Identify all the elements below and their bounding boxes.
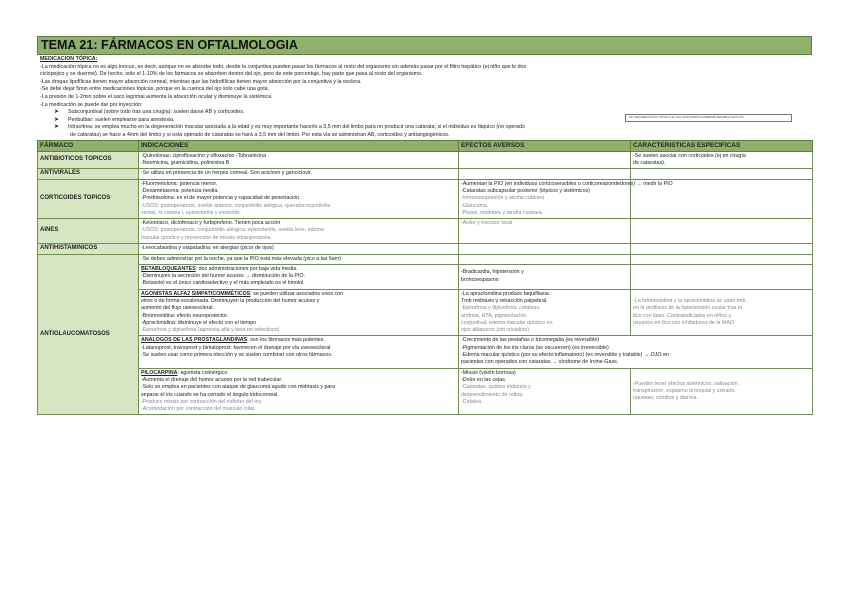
cell-line: de cataratas). <box>633 159 666 166</box>
arrow-bullet-icon: ➤ <box>54 116 60 123</box>
drug-name-cell: ANTIHISTAMINICOS <box>38 244 139 255</box>
indications-cell <box>139 289 459 336</box>
arrow-bullet-icon: ➤ <box>54 109 60 116</box>
cell-line: -Levocabastina y olapatadina: en alergias (picor de ojos) <box>141 245 274 251</box>
table-row <box>38 151 813 169</box>
cell-line: macular quístico y prevención de miosis intraoperatoria. <box>141 234 273 241</box>
table-row <box>38 289 813 336</box>
intro-line: -Las drogas lipofílicas tienen mayor absorción corneal, mientras que las hidrofílicas tienen mayor absorción por la conjuntiva y la esclera. <box>40 78 362 85</box>
note-box: NO USES MEDICACIÓN TÓPICA SI EL OJO NO ES PARTICULARMENTE SENSIBLE A ESTA VÍA <box>625 114 792 122</box>
cell-line: PILOCARPINA: agonista colinérgico. <box>141 369 229 376</box>
drug-name-cell: ANTIGLAUCOMATOSOS <box>38 254 139 415</box>
cell-line: AGONISTAS ALFA2 SIMPATICOMIMÉTICOS: se pueden utilizar asociados unos con <box>141 290 344 297</box>
intro-bullet-continued: de cataratas) se hace a 4mm del limbo y si está operado de cataratas se hará a 3,5 mm del limbo. Por esta vía se administran AB, corticoides y antiangiogénicos. <box>70 131 450 138</box>
cell-line: -Disminuyen la secreción del humor acuoso → disminución de la PIO. <box>141 273 305 280</box>
adverse-effects-cell <box>459 368 631 415</box>
adverse-effects-cell <box>459 179 673 218</box>
adverse-effects-cell <box>459 289 631 336</box>
cell-line: ANALOGOS DE LAS PROSTAGLANDINAS: son los fármacos más potentes. <box>141 337 325 344</box>
specific-features-cell <box>631 244 813 255</box>
indications-cell <box>139 336 459 368</box>
drug-name-cell: ANTIBIOTICOS TOPICOS <box>38 151 139 169</box>
cell-line: ttco con láser. Contraindicados en niños y <box>633 312 732 319</box>
cell-line: -Se suelen usar como primera elección y se suelen combinar con otros fármacos. <box>141 352 333 359</box>
intro-bullet <box>40 124 812 132</box>
bullet-text: Intravítrea: se emplea mucho en la degeneración macular asociada a la edad y es muy importante hacerlo a 3,5 mm del limbo para no producir una catarata; si el individuo es fáquico (no operado <box>68 124 525 131</box>
cell-line: Tmb midriasis y retracción palpebral. <box>461 297 548 304</box>
table-row <box>38 336 813 368</box>
cell-line: -Produce miosis por contracción del esfínter del iris. <box>141 398 263 405</box>
specific-features-cell <box>631 289 813 336</box>
cell-line: en la profilaxis de la hipertensión ocular tras el <box>633 305 742 312</box>
cell-line: otros o de forma escalonada. Disminuyen la producción del humor acuoso y <box>141 297 320 304</box>
cell-line: -Cataratas, quistes iridianos y <box>461 384 531 391</box>
document-page <box>37 36 812 415</box>
cell-line: -USOS: postoperatorio, uveitis anterior, conjuntivitis alérgica, queratoconjuntivitis <box>141 202 331 209</box>
cell-line: transpiración, espasmo bronquial y urinario, <box>633 387 736 394</box>
table-row <box>38 169 813 180</box>
table-row <box>38 368 813 415</box>
arrow-bullet-icon: ➤ <box>54 124 60 131</box>
cell-line: -Cataratas subcapsular posterior (tópicos y sistémicos) <box>461 187 590 194</box>
cell-line: broncoespasmo <box>461 276 499 283</box>
intro-line: -La medicación tópica no es algo inocuo, es decir, aunque no se absorbe todo, desde la conjuntiva pueden pasar los fármacos al resto del organismo sin además pasar por el filtro hepático (ej niño que le dos <box>40 63 527 70</box>
cell-line: -Ketorolaco, diclofenaco y furbiprofeno. Tienen poca acción <box>141 220 281 227</box>
cell-line: ojos afáquicos (sin cristalino) <box>461 327 530 334</box>
drug-table <box>37 140 813 416</box>
cell-line: -La briomonidina y la apraclonidina se usan tmb <box>633 297 746 304</box>
cell-line: usuarios en ttco con inhibidores de la MAO. <box>633 319 736 326</box>
drug-name-cell: CORTICOIDES TOPICOS <box>38 179 139 218</box>
cell-line: vernal, tx cornea l, epiescleritis y escleritis. <box>141 209 242 216</box>
cell-line: arritmia, HTA, pigmentación <box>461 312 527 319</box>
page-title: TEMA 21: FÁRMACOS EN OFTALMOLOGIA <box>41 38 298 52</box>
indications-cell <box>139 179 459 218</box>
cell-line: -Edema macular quístico (por su efecto inflamatorio) (es reversible y tratable) → OJO en <box>461 352 669 359</box>
cell-line: BETABLOQUEANTES: dos administraciones por baja vida media. <box>141 265 298 272</box>
intro-line: -La medicación se puede dar por inyección: <box>40 101 143 108</box>
table-body <box>38 151 813 415</box>
cell-line: -Dolor en las cejas. <box>461 376 507 383</box>
cell-line: -Neomicina, gramicidina, polimixina B <box>141 159 230 166</box>
cell-line: -USOS: postoperatorio, conjuntivitis alérgica, epiescleritis, uveitis leve, edema <box>141 227 324 234</box>
specific-features-cell <box>631 219 813 244</box>
cell-line: -Solo se emplea en pacientes con ataque de glaucoma agudo con midriasis y para <box>141 384 336 391</box>
adverse-effects-cell <box>459 336 813 368</box>
specific-features-cell <box>631 169 813 180</box>
column-header: CARACTERISTICAS ESPECIFICAS <box>631 140 813 151</box>
adverse-effects-cell <box>459 169 631 180</box>
cell-line: desprendimiento de retina. <box>461 391 524 398</box>
cell-line: -Bradicardia, hipotensión y <box>461 269 524 276</box>
intro-heading: MEDICACION TÓPICA: <box>40 56 98 62</box>
specific-features-cell <box>631 264 813 289</box>
intro-section <box>37 56 812 140</box>
bullet-text: Subconjuntival (sobre todo tras una cirugía): suelen darse AB y corticoides. <box>68 109 245 116</box>
drug-name-cell: AINES <box>38 219 139 244</box>
cell-line: -Aumentan la PIO (en individuos corticosensibles o corticorespondedores) → medir la PIO <box>461 180 673 187</box>
column-header: FÁRMACO <box>38 140 139 151</box>
table-row <box>38 244 813 255</box>
column-header: INDICACIONES <box>139 140 459 151</box>
intro-line: -La presión de 1-2min sobre el saco lagrimal aumenta la absorción ocular y disminuye la sistémica. <box>40 93 273 100</box>
indications-cell <box>139 254 459 264</box>
indications-cell <box>139 219 459 244</box>
indications-cell <box>139 368 459 415</box>
adverse-effects-cell <box>459 244 631 255</box>
table-row <box>38 179 813 218</box>
cell-line: -Se suelen asociar con corticoides (ej en cirugía <box>633 152 746 159</box>
cell-line: -Betaxolol es el único cardioselectivo y el más empleado es el timolol. <box>141 280 305 287</box>
specific-features-cell <box>631 151 813 169</box>
bullet-text: Peribulbar: suelen emplearse para anestesia. <box>68 116 175 123</box>
cell-line: -Inmunosupresión y atrofia cutánea <box>461 195 545 202</box>
adverse-effects-cell <box>459 254 631 264</box>
cell-line: -Acomodación por contracción del musculo ciliar. <box>141 406 256 413</box>
specific-features-cell <box>631 254 813 264</box>
cell-line: -Pueden tener efectos sistémicos: salivación, <box>633 380 739 387</box>
cell-line: pacientes con operados con cataratas → síndrome de Irvine-Gass. <box>461 359 619 366</box>
adverse-effects-cell <box>459 264 631 289</box>
specific-features-cell <box>631 368 813 415</box>
drug-name-cell: ANTIVIRALES <box>38 169 139 180</box>
indications-cell <box>139 169 459 180</box>
cell-line: -Se deben administrar por la noche, ya que la PIO está más elevada (pico a las 6am) <box>141 255 341 262</box>
cell-line: -Ardor y escozor local <box>461 220 513 227</box>
cell-line: -Latanoprost, travoprost y bimatoprost: favorecen el drenaje por vía uveoescleral <box>141 344 331 351</box>
cell-line: -Ptosis, midriasis y atrofia cutánea. <box>461 209 544 216</box>
cell-line: -Glaucoma <box>461 202 487 209</box>
indications-cell <box>139 244 459 255</box>
cell-line: -Pigmentación de los iris claros (se oscurecen) (es irreversible) <box>461 344 609 351</box>
cell-line: -Miosis (visión borrosa) <box>461 369 516 376</box>
cell-line: aumento del flujo uveoescleral. <box>141 305 215 312</box>
intro-line: -Se debe dejar 5min entre medicaciones tópicas, porque en la cuenca del ojo solo cabe una gota. <box>40 86 270 93</box>
cell-line: -Quinolonas: ciprofloxacino y ofloxacino -Tobramicina <box>141 152 267 159</box>
cell-line: separar el iris cuando se ha cerrado el ángulo iridocorneal. <box>141 391 279 398</box>
adverse-effects-cell <box>459 151 631 169</box>
cell-line: conjuntival, edema macular quístico en <box>461 319 553 326</box>
cell-line: -Prednisolona: es el de mayor potencia y capacidad de penetración. <box>141 195 301 202</box>
cell-line: -Dexametasona: potencia media. <box>141 187 219 194</box>
cell-line: -Apraclonidina: disminuye el efecto con el tiempo <box>141 319 257 326</box>
table-row <box>38 219 813 244</box>
indications-cell <box>139 264 459 289</box>
column-header: EFECTOS AVERSOS <box>459 140 631 151</box>
adverse-effects-cell <box>459 219 631 244</box>
table-row <box>38 264 813 289</box>
cell-line: -Epinefrina y dipivefrina (agonista alfa y beta no selectivos) <box>141 327 280 334</box>
cell-line: -Epinefrina y dipivefrina: cefaleas, <box>461 305 541 312</box>
cell-line: -Aumenta el drenaje del humor acuoso por la red trabecular. <box>141 376 283 383</box>
table-row <box>38 254 813 264</box>
cell-line: -Se utiliza en presencia de un herpes corneal. Son aciclovir y ganciclovir. <box>141 170 313 177</box>
cell-line: -Cefalea <box>461 398 482 405</box>
cell-line: -Fluormetolona: potencia menor. <box>141 180 218 187</box>
cell-line: náuseas, vómitos y diarrea. <box>633 395 698 402</box>
cell-line: -Crecimiento de las pestañas o tricomegalia (es reversible) <box>461 337 600 344</box>
cell-line: -Briomonidina: efecto neuroprotector. <box>141 312 229 319</box>
intro-line: ciclopejico y se duerme). De hecho, solo el 1-10% de los fármacos se absorben dentro del ojo, pero de este porcentaje, hay parte que pasa al resto del organismo. <box>40 71 423 78</box>
table-header-row <box>38 140 813 151</box>
indications-cell <box>139 151 459 169</box>
title-bar <box>37 36 812 55</box>
cell-line: -La apraclonidina produce taquifilaxia. <box>461 290 551 297</box>
